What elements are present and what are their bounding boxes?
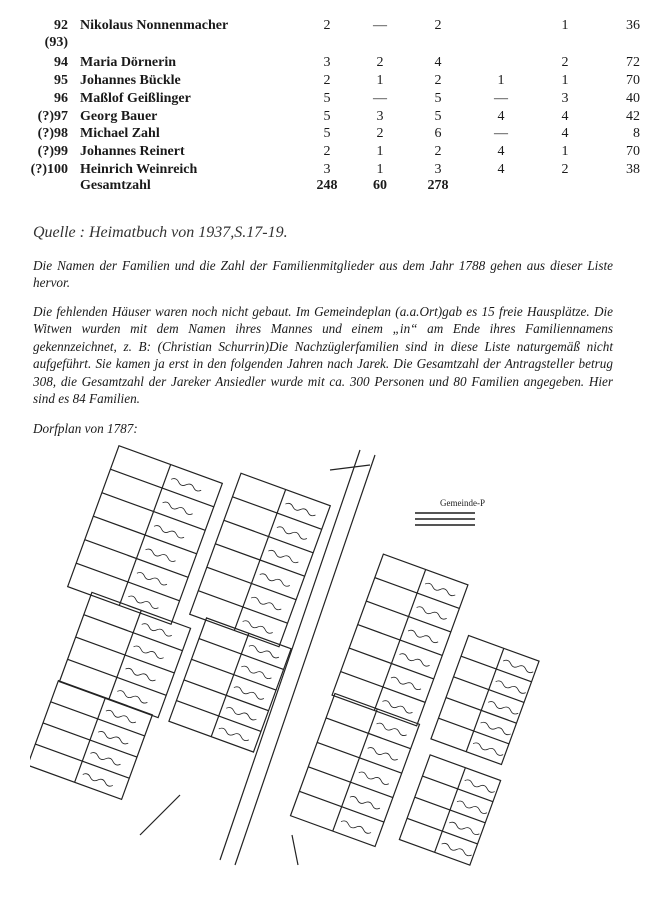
cell-c6: 70 xyxy=(626,73,640,88)
cell-c5: 1 xyxy=(561,18,569,33)
cell-c3: 2 xyxy=(434,18,442,33)
cell-c3: 2 xyxy=(434,144,442,159)
table-row xyxy=(30,143,640,160)
cell-c4: — xyxy=(494,91,508,106)
plan-caption: Dorfplan von 1787: xyxy=(33,421,138,436)
cell-c5: 1 xyxy=(561,73,569,88)
cell-num: 92 xyxy=(54,18,68,33)
cell-name: Maria Dörnerin xyxy=(80,55,177,70)
cell-c6: 40 xyxy=(626,91,640,106)
total-c3: 278 xyxy=(427,178,449,193)
cell-c3: 4 xyxy=(434,55,442,70)
cell-num: (?)98 xyxy=(37,126,68,141)
cell-c1: 2 xyxy=(323,18,331,33)
cell-name: Nikolaus Nonnenmacher xyxy=(80,18,229,33)
cell-c1: 3 xyxy=(323,162,331,177)
table-row xyxy=(30,161,640,178)
cell-name: Heinrich Weinreich xyxy=(80,162,198,177)
cell-num: (?)99 xyxy=(37,144,68,159)
cell-c6: 38 xyxy=(626,162,640,177)
cell-num: (?)100 xyxy=(30,162,68,177)
cell-c6: 70 xyxy=(626,144,640,159)
cell-c2: 2 xyxy=(376,126,384,141)
cell-c2: 2 xyxy=(376,55,384,70)
cell-num: (?)97 xyxy=(37,109,68,124)
source-note: Quelle : Heimatbuch von 1937,S.17-19. xyxy=(33,224,288,241)
table-row xyxy=(30,108,640,125)
cell-c4: — xyxy=(494,126,508,141)
cell-c3: 6 xyxy=(434,126,442,141)
cell-c5: 3 xyxy=(561,91,569,106)
paragraph-1: Die Namen der Familien und die Zahl der Familienmitglieder aus dem Jahr 1788 gehen aus dieser Liste hervor. xyxy=(33,258,613,291)
cell-c2: 1 xyxy=(376,162,384,177)
cell-name: Michael Zahl xyxy=(80,126,160,141)
cell-c1: 2 xyxy=(323,144,331,159)
cell-c6: 42 xyxy=(626,109,640,124)
cell-c2: — xyxy=(373,18,387,33)
cell-c6: 36 xyxy=(626,18,640,33)
paragraph-2: Die fehlenden Häuser waren noch nicht gebaut. Im Gemeindeplan (a.a.Ort)gab es 15 freie Hausplätze. Die Witwen wurden mit dem Namen ihres Mannes und einem „in“ am Ende ihres Familiennamens gekennzeichnet, z. B: (Christian Schurrin)Die Nachzüglerfamilien sind in diese Liste naturgemäß nicht aufgeführt. Sie kamen ja erst in den folgenden Jahren nach Jarek. Die Gesamtzahl der Antragsteller betrug 308, die Gesamtzahl der Jareker Ansiedler wurde mit ca. 300 Personen und 80 Familien angegeben. Hier sind es 84 Familien. xyxy=(33,304,613,407)
cell-num: (93) xyxy=(44,35,68,50)
cell-num: 95 xyxy=(54,73,68,88)
total-label: Gesamtzahl xyxy=(80,178,151,193)
cell-c3: 5 xyxy=(434,91,442,106)
cell-c2: 1 xyxy=(376,144,384,159)
cell-c2: — xyxy=(373,91,387,106)
cell-c5: 2 xyxy=(561,55,569,70)
cell-c5: 1 xyxy=(561,144,569,159)
cell-c4: 4 xyxy=(497,144,505,159)
table-row xyxy=(30,72,640,89)
cell-c1: 3 xyxy=(323,55,331,70)
cell-c4: 4 xyxy=(497,109,505,124)
cell-c6: 72 xyxy=(626,55,640,70)
cell-name: Johannes Bückle xyxy=(80,73,181,88)
cell-c2: 3 xyxy=(376,109,384,124)
cell-c5: 4 xyxy=(561,126,569,141)
village-plan-image xyxy=(30,440,640,880)
table-row xyxy=(30,34,640,51)
table-row xyxy=(30,125,640,142)
cell-name: Georg Bauer xyxy=(80,109,158,124)
plan-title: Gemeinde-P xyxy=(440,498,485,508)
cell-num: 94 xyxy=(54,55,68,70)
cell-name: Johannes Reinert xyxy=(80,144,185,159)
table-row xyxy=(30,54,640,71)
cell-c1: 5 xyxy=(323,91,331,106)
cell-c2: 1 xyxy=(376,73,384,88)
cell-c5: 4 xyxy=(561,109,569,124)
cell-num: 96 xyxy=(54,91,68,106)
table-total-row xyxy=(30,177,640,194)
cell-c5: 2 xyxy=(561,162,569,177)
cell-c3: 5 xyxy=(434,109,442,124)
total-c1: 248 xyxy=(316,178,338,193)
total-c2: 60 xyxy=(373,178,387,193)
cell-c1: 5 xyxy=(323,109,331,124)
cell-c3: 2 xyxy=(434,73,442,88)
cell-c6: 8 xyxy=(633,126,640,141)
cell-c4: 4 xyxy=(497,162,505,177)
cell-name: Maßlof Geißlinger xyxy=(80,91,191,106)
cell-c1: 5 xyxy=(323,126,331,141)
cell-c4: 1 xyxy=(497,73,505,88)
cell-c3: 3 xyxy=(434,162,442,177)
cell-c1: 2 xyxy=(323,73,331,88)
table-row xyxy=(30,17,640,34)
table-row xyxy=(30,90,640,107)
